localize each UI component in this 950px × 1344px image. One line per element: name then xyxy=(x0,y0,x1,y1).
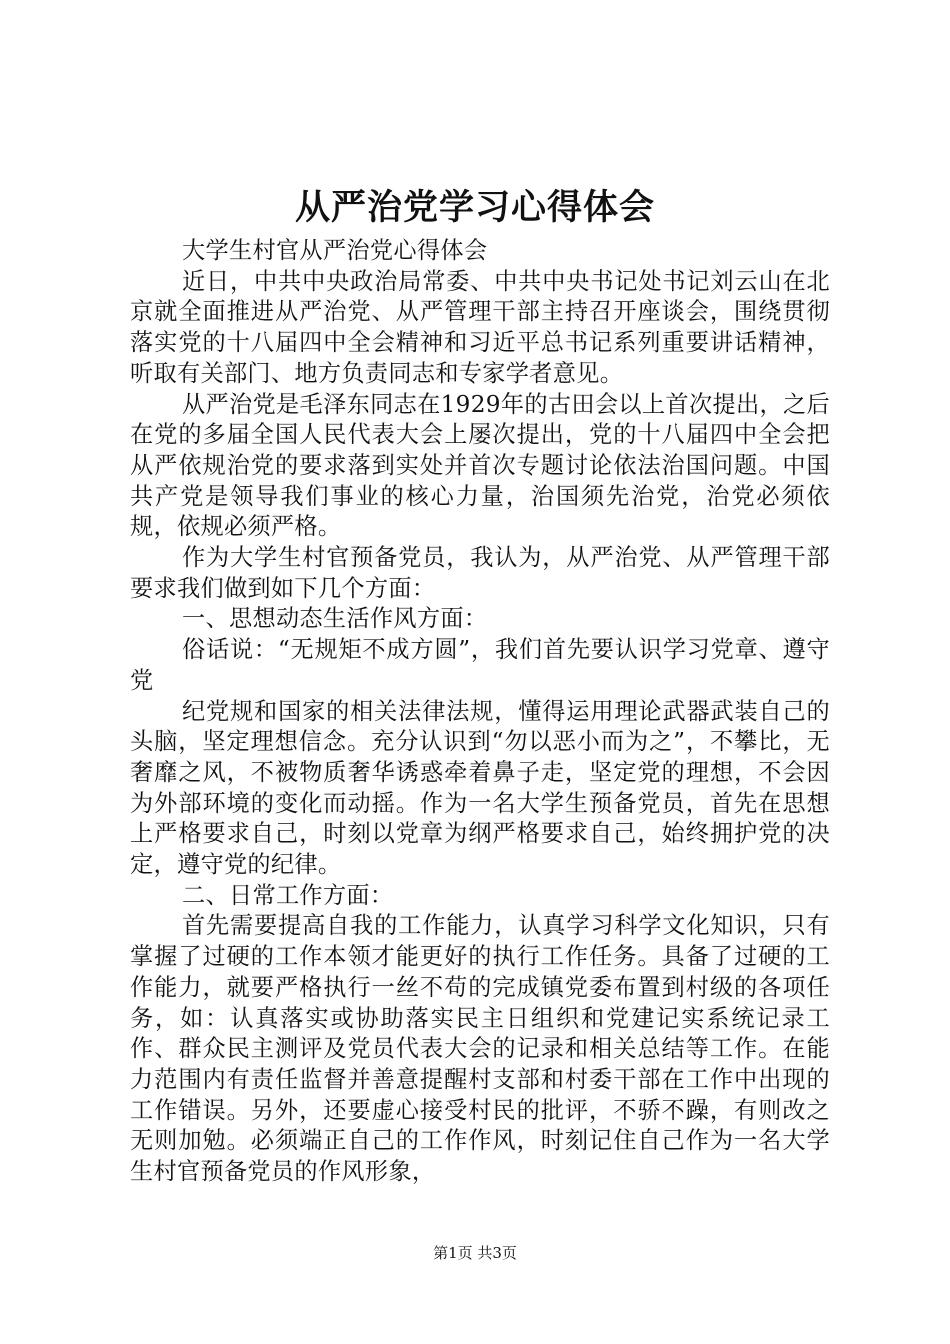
page-footer: 第1页 共3页 xyxy=(433,1244,517,1262)
document-body xyxy=(130,236,830,1188)
paragraph: 首先需要提高自我的工作能力，认真学习科学文化知识，只有掌握了过硬的工作本领才能更好的执行工作任务。具备了过硬的工作能力，就要严格执行一丝不苟的完成镇党委布置到村级的各项任务，如：认真落实或协助落实民主日组织和党建记实系统记录工作、群众民主测评及党员代表大会的记录和相关总结等工作。在能力范围内有责任监督并善意提醒村支部和村委干部在工作中出现的工作错误。另外，还要虚心接受村民的批评，不骄不躁，有则改之无则加勉。必须端正自己的工作作风，时刻记住自己作为一名大学生村官预备党员的作风形象， xyxy=(130,912,830,1186)
paragraph: 近日，中共中央政治局常委、中共中央书记处书记刘云山在北京就全面推进从严治党、从严管理干部主持召开座谈会，围绕贯彻落实党的十八届四中全会精神和习近平总书记系列重要讲话精神，听取有关部门、地方负责同志和专家学者意见。 xyxy=(130,267,830,387)
paragraph: 从严治党是毛泽东同志在1929年的古田会以上首次提出，之后在党的多届全国人民代表大会上屡次提出，党的十八届四中全会把从严依规治党的要求落到实处并首次专题讨论依法治国问题。中国共产党是领导我们事业的核心力量，治国须先治党，治党必须依规，依规必须严格。 xyxy=(130,390,830,541)
paragraph: 纪党规和国家的相关法律法规，懂得运用理论武器武装自己的头脑，坚定理想信念。充分认识到“勿以恶小而为之”，不攀比，无奢靡之风，不被物质奢华诱惑牵着鼻子走，坚定党的理想，不会因为外部环境的变化而动摇。作为一名大学生预备党员，首先在思想上严格要求自己，时刻以党章为纲严格要求自己，始终拥护党的决定，遵守党的纪律。 xyxy=(130,697,830,879)
paragraph-subtitle: 大学生村官从严治党心得体会 xyxy=(182,237,488,264)
paragraph: 俗话说：“无规矩不成方圆”，我们首先要认识学习党章、遵守党 xyxy=(130,636,830,694)
document-title: 从严治党学习心得体会 xyxy=(294,188,655,228)
section-heading: 一、思想动态生活作风方面： xyxy=(182,605,488,633)
paragraph: 作为大学生村官预备党员，我认为，从严治党、从严管理干部要求我们做到如下几个方面： xyxy=(130,544,830,602)
section-heading: 二、日常工作方面： xyxy=(182,881,394,909)
